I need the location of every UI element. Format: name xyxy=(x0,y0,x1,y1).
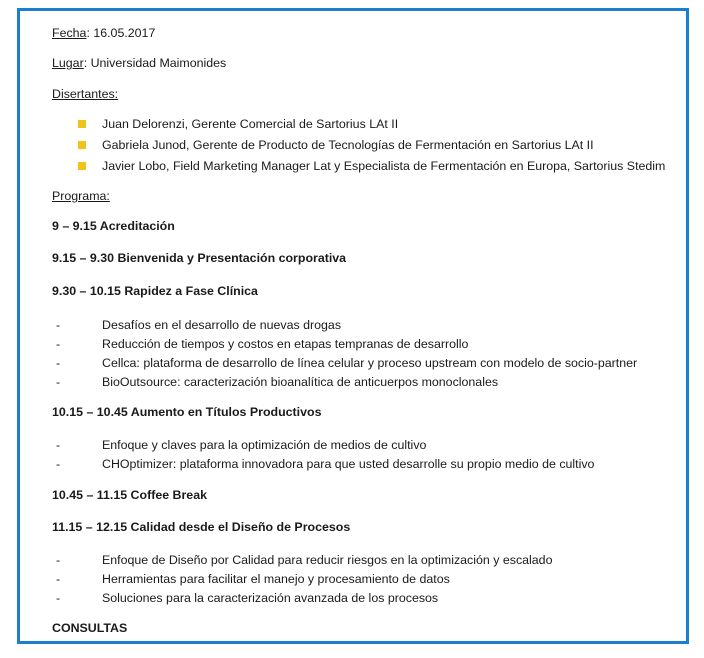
dash-bullet: - xyxy=(56,553,61,567)
lugar-value: : Universidad Maimonides xyxy=(83,56,227,70)
lugar-line xyxy=(52,55,226,71)
session-bienvenida: 9.15 – 9.30 Bienvenida y Presentación corporativa xyxy=(52,251,347,265)
program-item: BioOutsource: caracterización bioanalítica de anticuerpos monoclonales xyxy=(102,375,499,389)
program-item: Herramientas para facilitar el manejo y procesamiento de datos xyxy=(102,572,450,586)
session-rapidez: 9.30 – 10.15 Rapidez a Fase Clínica xyxy=(52,284,258,298)
program-item: Enfoque y claves para la optimización de medios de cultivo xyxy=(102,438,427,452)
programa-heading: Programa: xyxy=(52,189,110,203)
lugar-label: Lugar xyxy=(52,56,84,70)
bullet-square-icon xyxy=(78,141,86,149)
program-item: Soluciones para la caracterización avanzada de los procesos xyxy=(102,591,439,605)
consultas-heading: CONSULTAS xyxy=(52,621,128,635)
session-acreditacion: 9 – 9.15 Acreditación xyxy=(52,219,175,233)
disertante-item: Javier Lobo, Field Marketing Manager Lat y Especialista de Fermentación en Europa, Sartorius Stedim xyxy=(102,159,666,173)
fecha-label: Fecha xyxy=(52,26,87,40)
program-item: Enfoque de Diseño por Calidad para reducir riesgos en la optimización y escalado xyxy=(102,553,553,567)
dash-bullet: - xyxy=(56,375,61,389)
session-coffee-break: 10.45 – 11.15 Coffee Break xyxy=(52,488,207,502)
bullet-square-icon xyxy=(78,120,86,128)
program-item: Cellca: plataforma de desarrollo de línea celular y proceso upstream con modelo de socio-partner xyxy=(102,356,638,370)
disertante-item: Gabriela Junod, Gerente de Producto de Tecnologías de Fermentación en Sartorius LAt II xyxy=(102,138,594,152)
program-item: Desafíos en el desarrollo de nuevas drogas xyxy=(102,318,342,332)
bullet-square-icon xyxy=(78,162,86,170)
disertante-item: Juan Delorenzi, Gerente Comercial de Sartorius LAt II xyxy=(102,117,399,131)
program-item: Reducción de tiempos y costos en etapas tempranas de desarrollo xyxy=(102,337,469,351)
dash-bullet: - xyxy=(56,457,61,471)
dash-bullet: - xyxy=(56,318,61,332)
session-calidad: 11.15 – 12.15 Calidad desde el Diseño de Procesos xyxy=(52,520,351,534)
fecha-line xyxy=(52,25,155,41)
program-item: CHOptimizer: plataforma innovadora para que usted desarrolle su propio medio de cultivo xyxy=(102,457,595,471)
dash-bullet: - xyxy=(56,356,61,370)
dash-bullet: - xyxy=(56,591,61,605)
dash-bullet: - xyxy=(56,438,61,452)
dash-bullet: - xyxy=(56,572,61,586)
dash-bullet: - xyxy=(56,337,61,351)
document-content xyxy=(20,11,686,641)
disertantes-heading: Disertantes: xyxy=(52,87,119,101)
session-aumento: 10.15 – 10.45 Aumento en Títulos Productivos xyxy=(52,405,322,419)
fecha-value: : 16.05.2017 xyxy=(86,26,156,40)
document-frame xyxy=(17,8,689,644)
